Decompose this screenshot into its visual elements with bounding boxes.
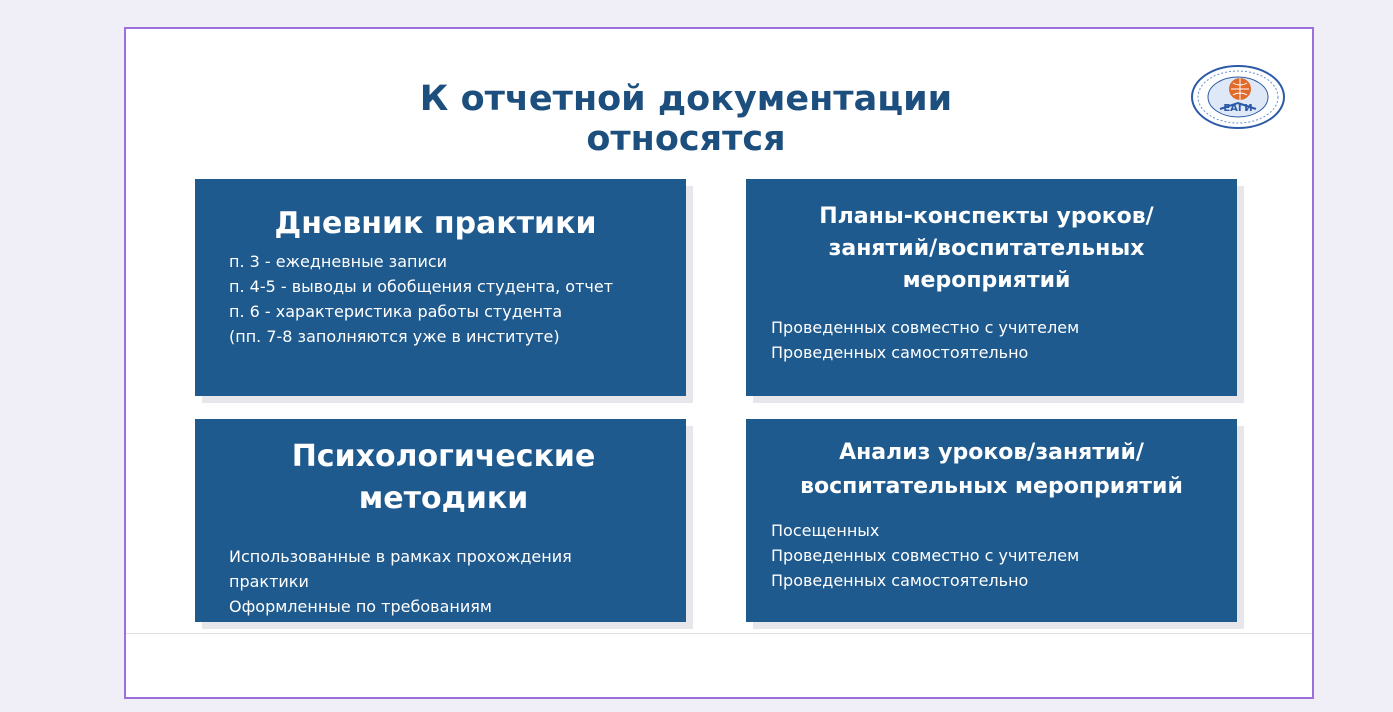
list-item: Использованные в рамках прохождения [229, 547, 572, 566]
card-title-line: Психологические [291, 439, 596, 474]
card-practice-diary [195, 179, 686, 396]
card-title [185, 206, 686, 242]
card-title-line: занятий/воспитательных [828, 236, 1145, 261]
list-item: (пп. 7-8 заполняются уже в институте) [229, 327, 560, 346]
slide-title-line: К отчетной документации [419, 79, 953, 119]
card-title-line: Анализ уроков/занятий/ [839, 440, 1144, 465]
list-item: Проведенных совместно с учителем [771, 546, 1080, 565]
card-title [201, 436, 686, 520]
list-item: п. 6 - характеристика работы студента [229, 302, 563, 321]
list-item: практики [229, 572, 309, 591]
list-item: п. 4-5 - выводы и обобщения студента, отчет [229, 277, 614, 296]
card-title-line: Дневник практики [274, 206, 597, 241]
divider [126, 633, 1312, 634]
institute-logo-icon [1190, 65, 1286, 129]
card-title-line: Планы-конспекты уроков/ [819, 204, 1154, 229]
list-item: Проведенных самостоятельно [771, 571, 1029, 590]
card-title-line: мероприятий [902, 268, 1071, 293]
card-list [229, 544, 686, 619]
presentation-slide [124, 27, 1314, 699]
card-title [746, 436, 1237, 504]
logo-text: ЕАГИ [1223, 103, 1253, 114]
card-lesson-plans [746, 179, 1237, 396]
card-psychological-methods [195, 419, 686, 622]
card-lesson-analysis [746, 419, 1237, 622]
card-list [771, 518, 1237, 593]
list-item: Посещенных [771, 521, 880, 540]
list-item: п. 3 - ежедневные записи [229, 252, 448, 271]
card-list [771, 315, 1237, 365]
list-item: Проведенных самостоятельно [771, 343, 1029, 362]
list-item: Оформленные по требованиям [229, 597, 492, 616]
slide-title [126, 79, 1246, 159]
slide-title-line: относятся [586, 119, 786, 159]
card-title-line: воспитательных мероприятий [800, 474, 1183, 499]
card-title-line: методики [358, 481, 529, 516]
card-list [229, 249, 686, 349]
card-title [736, 201, 1237, 297]
list-item: Проведенных совместно с учителем [771, 318, 1080, 337]
